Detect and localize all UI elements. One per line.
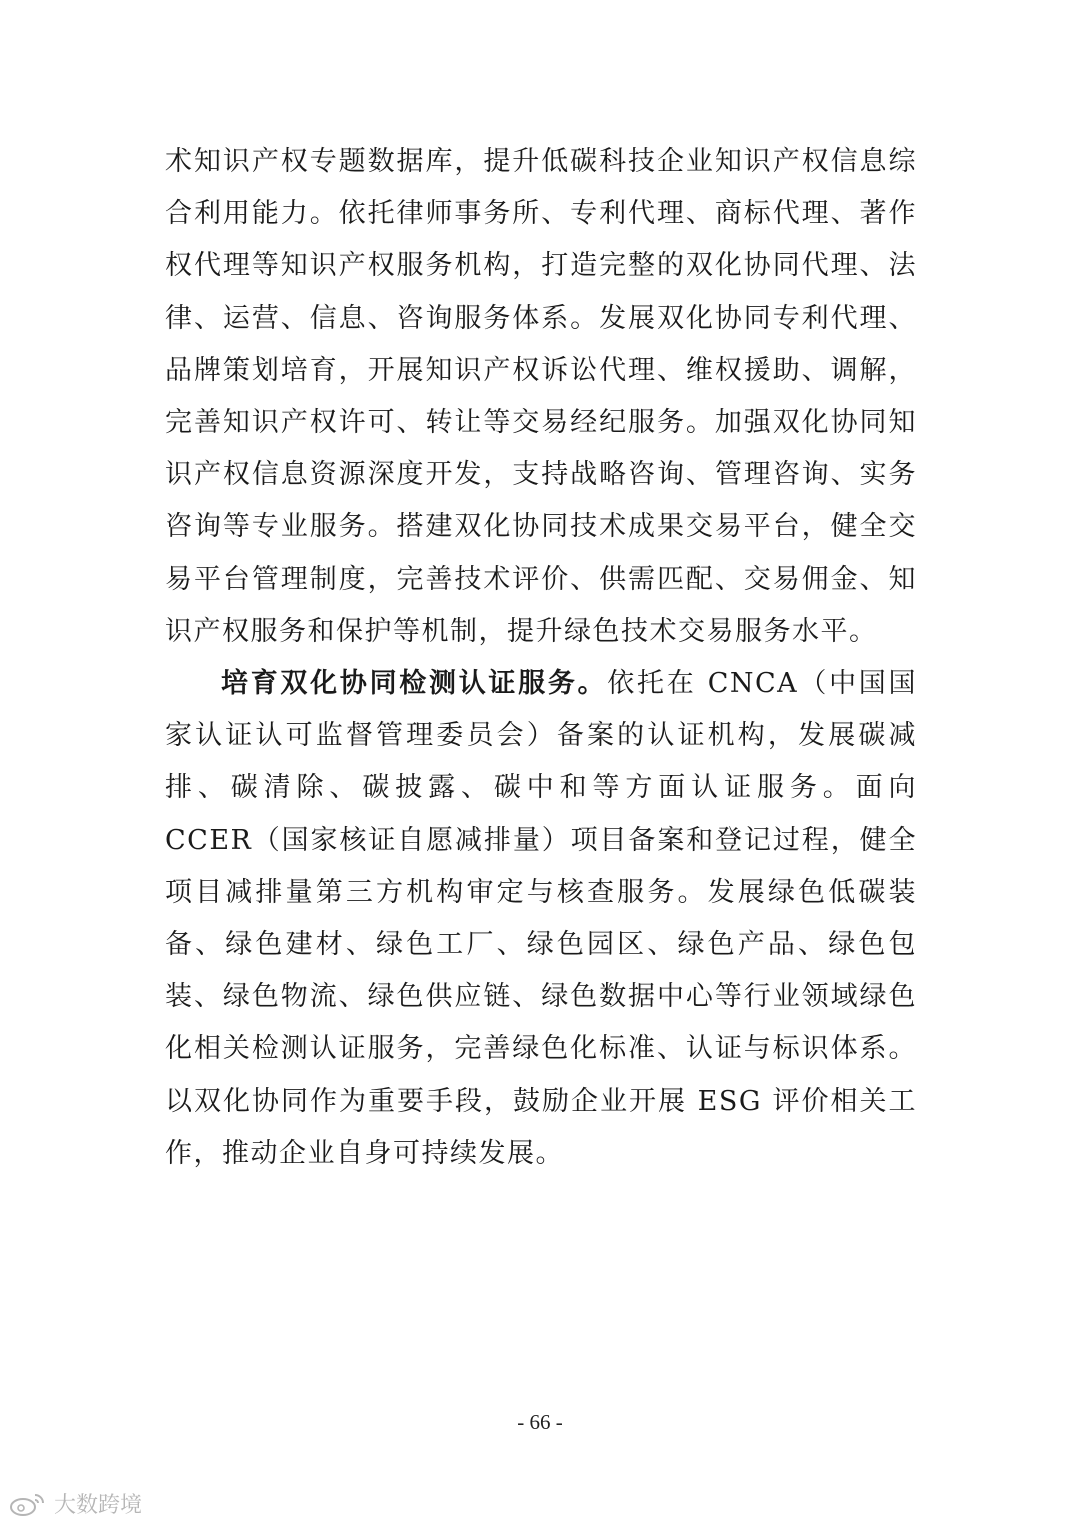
paragraph-2-heading: 培育双化协同检测认证服务。: [221, 668, 608, 700]
body-text: [165, 136, 917, 1180]
paragraph-2: [165, 658, 917, 1180]
watermark: [8, 1488, 142, 1519]
weibo-logo-icon: [8, 1491, 48, 1517]
paragraph-1-text: 术知识产权专题数据库，提升低碳科技企业知识产权信息综合利用能力。依托律师事务所、专利代理、商标代理、著作权代理等知识产权服务机构，打造完整的双化协同代理、法律、运营、信息、咨询服务体系。发展双化协同专利代理、品牌策划培育，开展知识产权诉讼代理、维权援助、调解，完善知识产权许可、转让等交易经纪服务。加强双化协同知识产权信息资源深度开发，支持战略咨询、管理咨询、实务咨询等专业服务。搭建双化协同技术成果交易平台，健全交易平台管理制度，完善技术评价、供需匹配、交易佣金、知识产权服务和保护等机制，提升绿色技术交易服务水平。: [165, 146, 917, 647]
paragraph-2-text: 依托在 CNCA（中国国家认证认可监督管理委员会）备案的认证机构，发展碳减排、碳清除、碳披露、碳中和等方面认证服务。面向 CCER（国家核证自愿减排量）项目备案和登记过程，健全项目减排量第三方机构审定与核查服务。发展绿色低碳装备、绿色建材、绿色工厂、绿色园区、绿色产品、绿色包装、绿色物流、绿色供应链、绿色数据中心等行业领域绿色化相关检测认证服务，完善绿色化标准、认证与标识体系。以双化协同作为重要手段，鼓励企业开展 ESG 评价相关工作，推动企业自身可持续发展。: [165, 668, 917, 1169]
watermark-text: 大数跨境: [54, 1493, 143, 1518]
paragraph-1: [165, 136, 917, 658]
page-number: - 66 -: [517, 1410, 563, 1434]
